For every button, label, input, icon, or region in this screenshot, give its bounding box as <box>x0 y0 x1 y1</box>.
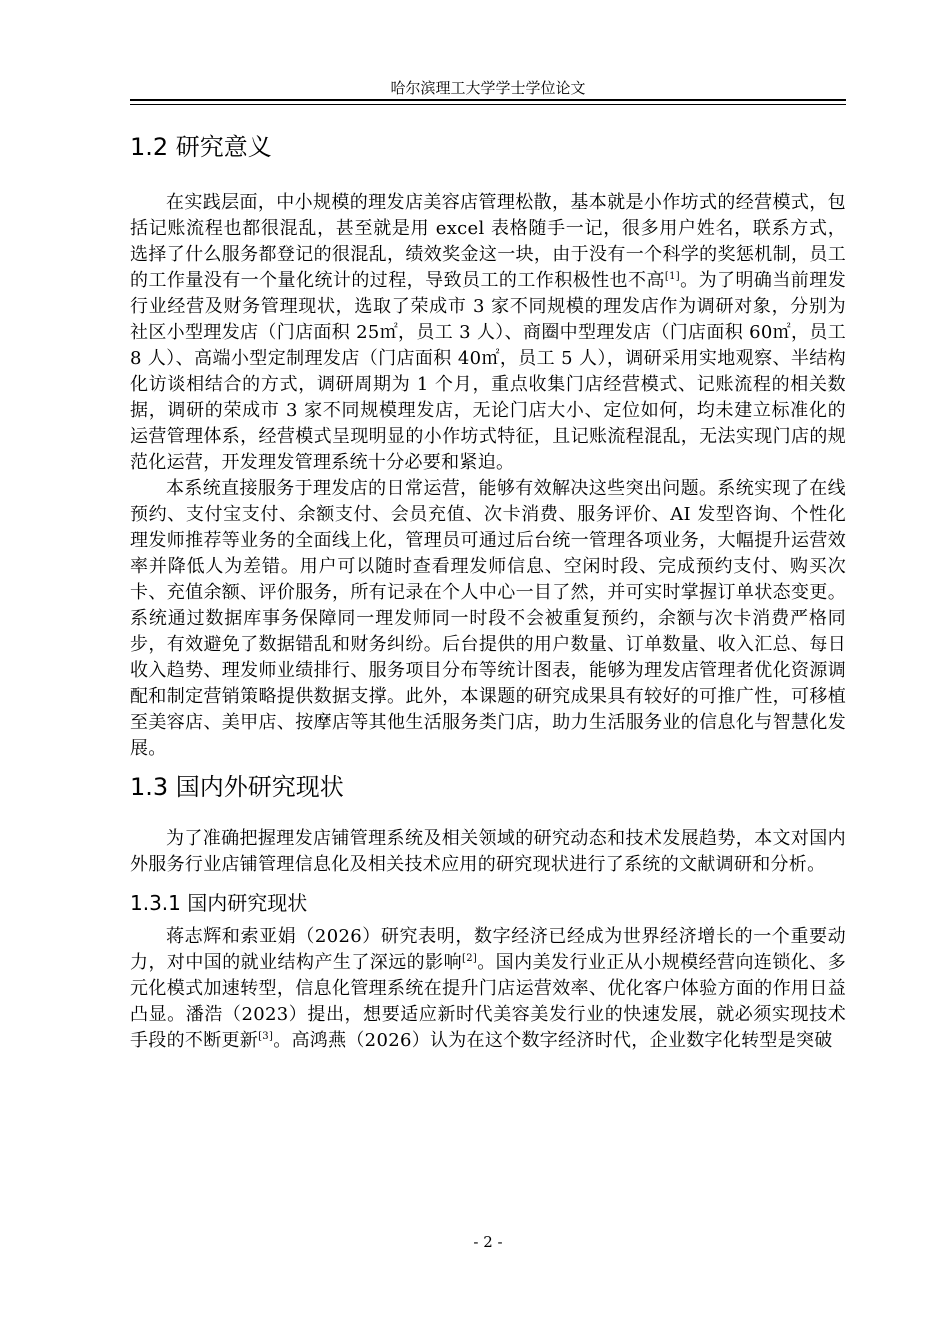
paragraph-1-2-second: 本系统直接服务于理发店的日常运营，能够有效解决这些突出问题。系统实现了在线预约、支付宝支付、余额支付、会员充值、次卡消费、服务评价、AI 发型咨询、个性化理发师推荐等业务的全面线上化，管理员可通过后台统一管理各项业务，大幅提升运营效率并降低人为差错。用户可以随时查看理发师信息、空闲时段、完成预约支付、购买次卡、充值余额、评价服务，所有记录在个人中心一目了然，并可实时掌握订单状态变更。系统通过数据库事务保障同一理发师同一时段不会被重复预约，余额与次卡消费严格同步，有效避免了数据错乱和财务纠纷。后台提供的用户数量、订单数量、收入汇总、每日收入趋势、理发师业绩排行、服务项目分布等统计图表，能够为理发店管理者优化资源调配和制定营销策略提供数据支撑。此外，本课题的研究成果具有较好的可推广性，可移植至美容店、美甲店、按摩店等其他生活服务类门店，助力生活服务业的信息化与智慧化发展。 <box>130 478 846 759</box>
paragraph-1-2-first <box>130 190 846 476</box>
section-heading-1-2: 1.2 研究意义 <box>130 133 272 161</box>
paragraph-1-3-1-first <box>130 924 846 1054</box>
header-rule-thin <box>130 104 846 105</box>
header-rule-thick <box>130 99 846 101</box>
subsection-heading-1-3-1: 1.3.1 国内研究现状 <box>130 891 308 915</box>
citation-ref: [2] <box>462 953 478 964</box>
citation-ref: [3] <box>258 1031 274 1042</box>
section-heading-1-3: 1.3 国内外研究现状 <box>130 773 344 801</box>
paragraph-text: 。国内美发行业正从小规模经营向连锁化、多元化模式加速转型，信息化管理系统在提升门店运营效率、优化客户体验方面的作用日益凸显。潘浩（2023）提出，想要适应新时代美容美发行业的快速发展，就必须实现技术手段的不断更新 <box>130 952 846 1051</box>
paragraph-text: 。为了明确当前理发行业经营及财务管理现状，选取了荣成市 3 家不同规模的理发店作为调研对象，分别为社区小型理发店（门店面积 25㎡，员工 3 人）、商圈中型理发店（门店面积 60㎡，员工 8 人）、高端小型定制理发店（门店面积 40㎡，员工 5 人），调研采用实地观察、半结构化访谈相结合的方式，调研周期为 1 个月，重点收集门店经营模式、记账流程的相关数据，调研的荣成市 3 家不同规模理发店，无论门店大小、定位如何，均未建立标准化的运营管理体系，经营模式呈现明显的小作坊式特征，且记账流程混乱，无法实现门店的规范化运营，开发理发管理系统十分必要和紧迫。 <box>130 270 846 473</box>
page-body <box>130 130 846 1054</box>
paragraph-1-3-first: 为了准确把握理发店铺管理系统及相关领域的研究动态和技术发展趋势，本文对国内外服务行业店铺管理信息化及相关技术应用的研究现状进行了系统的文献调研和分析。 <box>130 828 846 875</box>
page-number: - 2 - <box>473 1233 503 1251</box>
running-header: 哈尔滨理工大学学士学位论文 <box>390 79 586 97</box>
paragraph-text: 蒋志辉和索亚娟（2026）研究表明，数字经济已经成为世界经济增长的一个重要动力，对中国的就业结构产生了深远的影响 <box>130 926 846 973</box>
paragraph-text: 。高鸿燕（2026）认为在这个数字经济时代，企业数字化转型是突破 <box>273 1030 833 1051</box>
paragraph-text: 在实践层面，中小规模的理发店美容店管理松散，基本就是小作坊式的经营模式，包括记账流程也都很混乱，甚至就是用 excel 表格随手一记，很多用户姓名，联系方式，选择了什么服务都登记的很混乱，绩效奖金这一块，由于没有一个科学的奖惩机制，员工的工作量没有一个量化统计的过程，导致员工的工作积极性也不高 <box>130 192 846 291</box>
citation-ref: [1] <box>664 271 680 282</box>
